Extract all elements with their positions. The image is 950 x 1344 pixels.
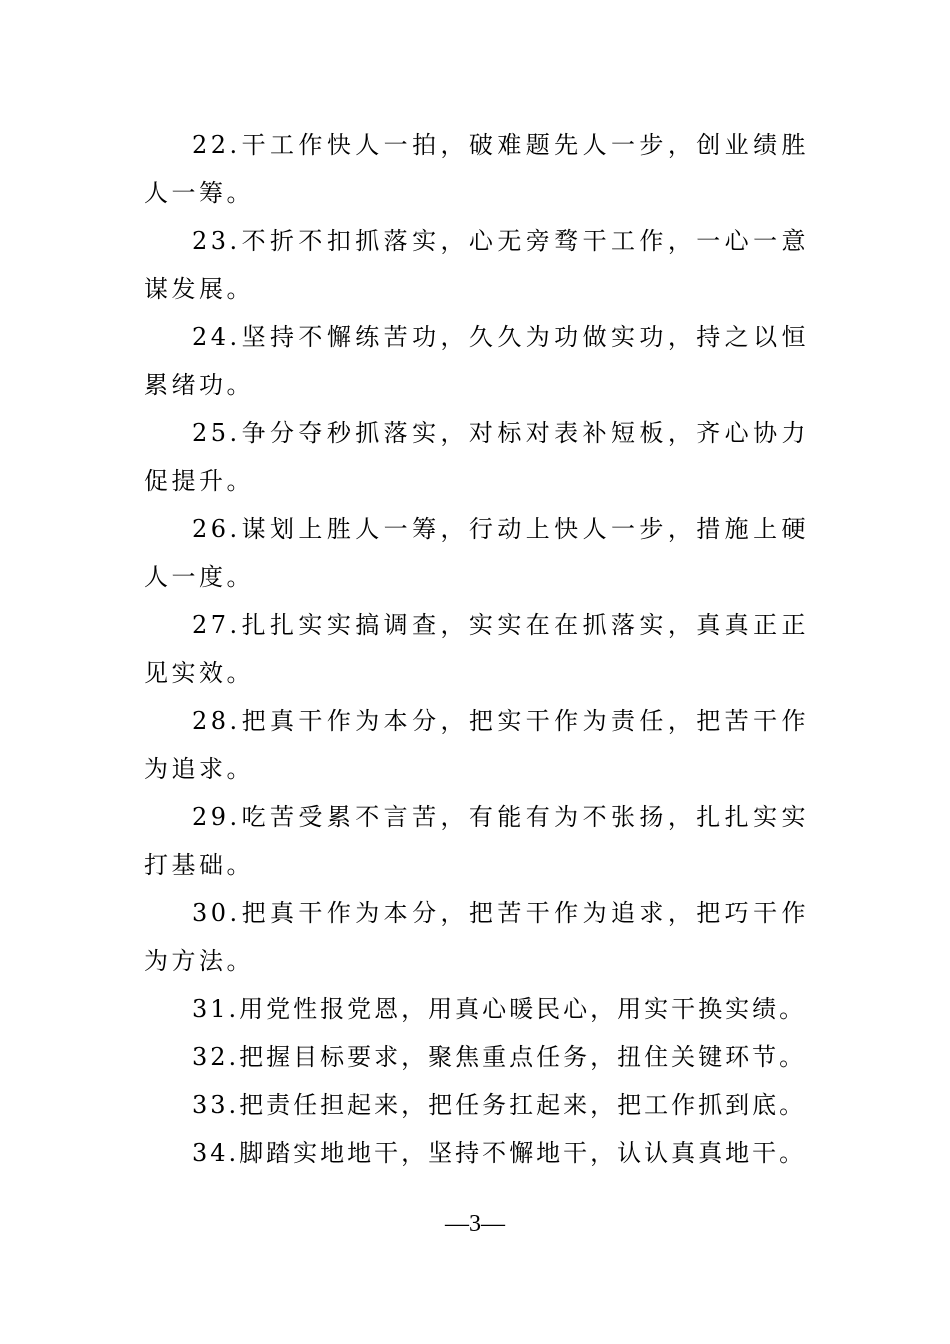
- list-item: 32.把握目标要求，聚焦重点任务，扭住关键环节。: [192, 1043, 807, 1071]
- page-number: —3—: [445, 1211, 505, 1237]
- list-item: 24.坚持不懈练苦功，久久为功做实功，持之以恒累绪功。: [144, 323, 809, 399]
- list-item: 33.把责任担起来，把任务扛起来，把工作抓到底。: [192, 1091, 807, 1119]
- list-item: 34.脚踏实地地干，坚持不懈地干，认认真真地干。: [192, 1139, 807, 1167]
- list-item: 25.争分夺秒抓落实，对标对表补短板，齐心协力促提升。: [144, 419, 809, 495]
- list-item: 26.谋划上胜人一筹，行动上快人一步，措施上硬人一度。: [144, 515, 809, 591]
- list-item: 23.不折不扣抓落实，心无旁骛干工作，一心一意谋发展。: [144, 227, 809, 303]
- list-item: 22.干工作快人一拍，破难题先人一步，创业绩胜人一筹。: [144, 131, 809, 207]
- list-item: 27.扎扎实实搞调查，实实在在抓落实，真真正正见实效。: [144, 611, 809, 687]
- list-item: 29.吃苦受累不言苦，有能有为不张扬，扎扎实实打基础。: [144, 803, 809, 879]
- list-item: 28.把真干作为本分，把实干作为责任，把苦干作为追求。: [144, 707, 809, 783]
- document-body: [144, 121, 809, 1177]
- list-item: 31.用党性报党恩，用真心暖民心，用实干换实绩。: [192, 995, 807, 1023]
- list-item: 30.把真干作为本分，把苦干作为追求，把巧干作为方法。: [144, 899, 809, 975]
